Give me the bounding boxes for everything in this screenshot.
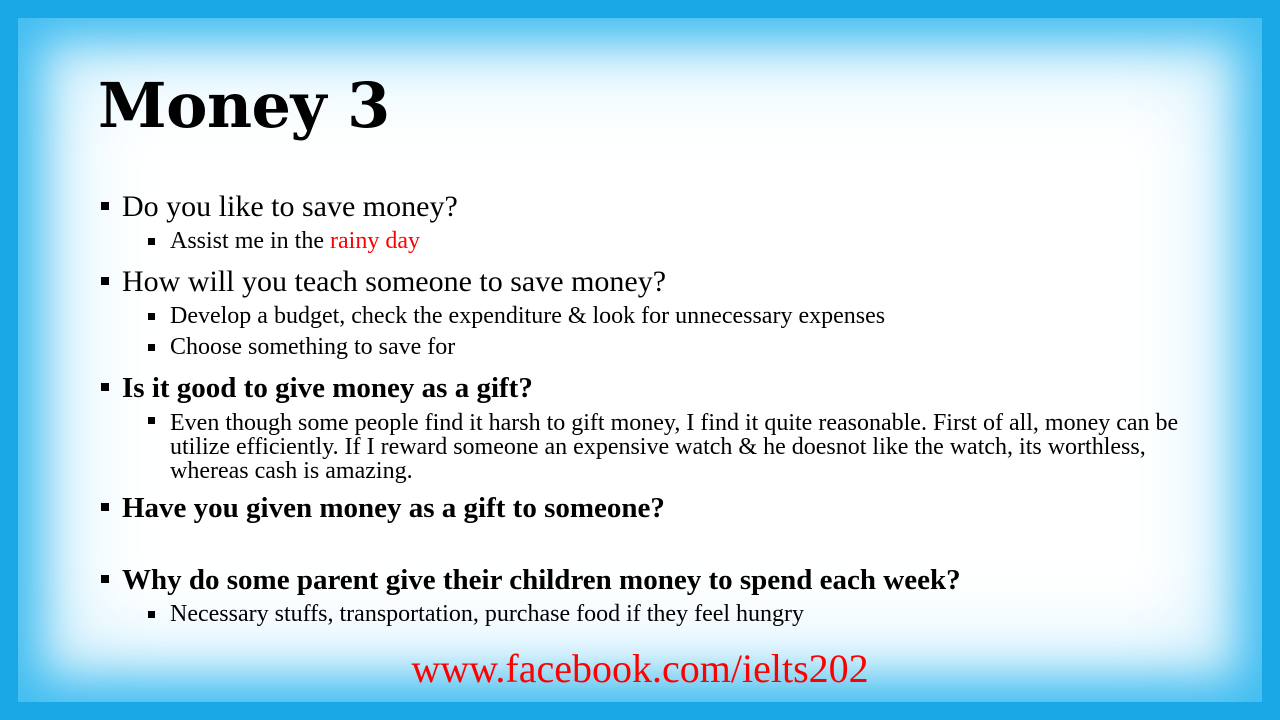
question-money-gift: Is it good to give money as a gift? [100,369,1200,407]
answer-save-for: Choose something to save for [100,332,1200,363]
question-weekly-allowance: Why do some parent give their children money to spend each week? [100,561,1200,599]
question-given-gift: Have you given money as a gift to someone? [100,489,1200,527]
answer-necessary-stuffs: Necessary stuffs, transportation, purchase food if they feel hungry [100,599,1200,630]
answer-gift-reasonable: Even though some people find it harsh to gift money, I find it quite reasonable. First of all, money can be utilize efficiently. If I reward someone an expensive watch & he doesnot like the watch, its worthless, whereas cash is amazing. [100,407,1200,483]
answer-budget: Develop a budget, check the expenditure & look for unnecessary expenses [100,301,1200,332]
bullet-list [100,188,1200,630]
answer-rainy-day [100,226,1200,257]
question-save-money: Do you like to save money? [100,188,1200,226]
answer-prefix: Assist me in the [170,228,330,254]
facebook-link[interactable]: www.facebook.com/ielts202 [411,646,869,691]
question-teach-saving: How will you teach someone to save money? [100,263,1200,301]
answer-highlight: rainy day [330,228,420,254]
slide-title: Money 3 [98,69,390,142]
